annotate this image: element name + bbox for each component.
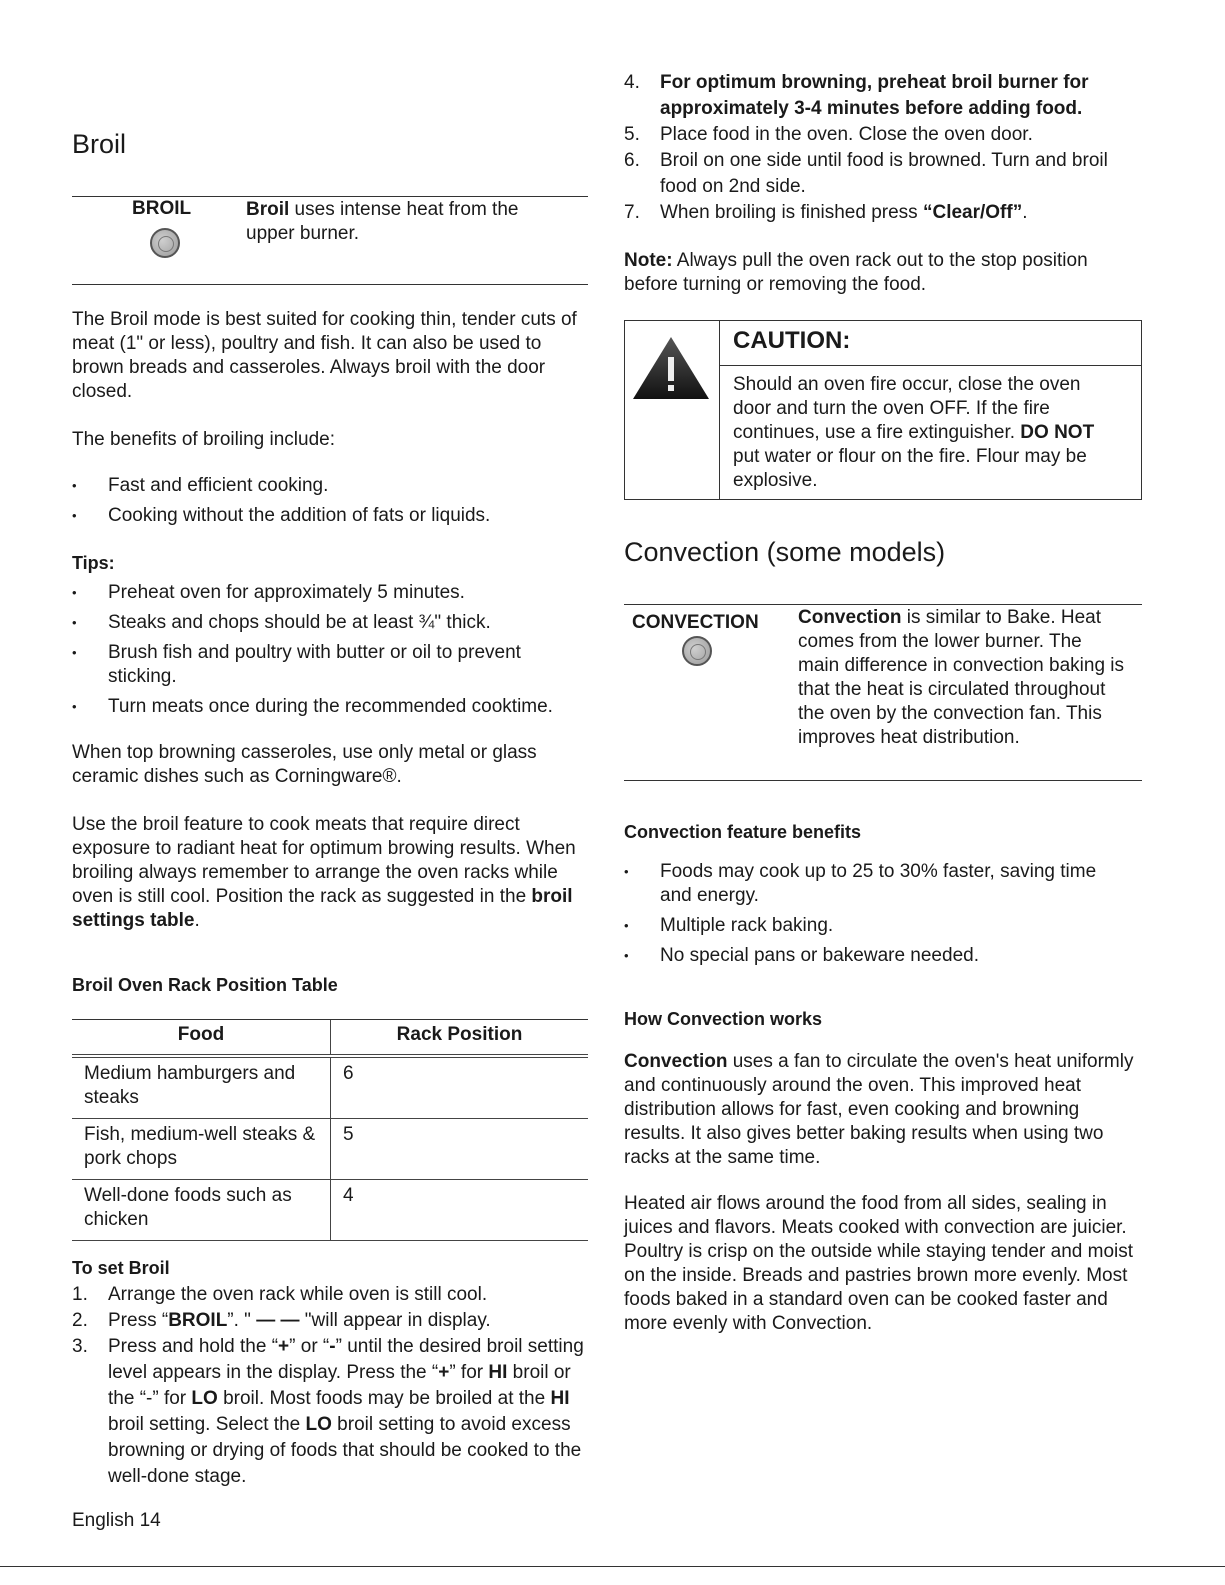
caution-text: Should an oven fire occur, close the oven door and turn the oven OFF. If the fire continues, use a fire extinguisher. DO NOT put water or flour on the fire. Flour may be explosive. bbox=[733, 374, 1095, 491]
list-item: • No special pans or bakeware needed. bbox=[624, 944, 1124, 968]
list-item: • Brush fish and poultry with butter or oil to prevent sticking. bbox=[72, 641, 578, 689]
set-broil-heading: To set Broil bbox=[72, 1258, 170, 1278]
list-item: • Preheat oven for approximately 5 minutes. bbox=[72, 581, 588, 605]
tips-list bbox=[72, 581, 588, 719]
benefits-lead: The benefits of broiling include: bbox=[72, 429, 335, 450]
page-footer: English 14 bbox=[72, 1510, 161, 1531]
divider bbox=[72, 284, 588, 285]
list-item: • Multiple rack baking. bbox=[624, 914, 1124, 938]
heated-air-paragraph: Heated air flows around the food from all sides, sealing in juices and flavors. Meats cooked with convection are juicier. Poultry is crisp on the outside while staying tender and moist on the inside. Breads and pastries brown more evenly. Most foods baked in a standard oven can be cooked faster and more evenly with Convection. bbox=[624, 1193, 1134, 1334]
convection-benefits-heading: Convection feature benefits bbox=[624, 822, 862, 842]
list-item: 3. Press and hold the “+” or “-” until the desired broil setting level appears in the display. Press the “+” for HI broil or the “-” for LO broil. Most foods may be broiled at the HI broil setting. Select the LO broil setting to avoid excess browning or drying of foods that should be cooked to the well-done stage. bbox=[72, 1336, 584, 1487]
table-row: Medium hamburgers and steaks 6 bbox=[72, 1056, 588, 1119]
table-row: Well-done foods such as chicken 4 bbox=[72, 1180, 588, 1241]
divider bbox=[719, 365, 1141, 366]
tips-heading: Tips: bbox=[72, 553, 115, 573]
list-item: 6. Broil on one side until food is browned. Turn and broil food on 2nd side. bbox=[624, 150, 1108, 197]
note-paragraph: Note: Always pull the oven rack out to the stop position before turning or removing the food. bbox=[624, 250, 1088, 295]
broil-title: Broil bbox=[72, 129, 127, 159]
broil-intro: The Broil mode is best suited for cooking thin, tender cuts of meat (1" or less), poultry and fish. It can also be used to brown breads and casseroles. Always broil with the door closed. bbox=[72, 309, 577, 402]
page-bottom-rule bbox=[0, 1566, 1225, 1567]
list-item: 2. Press “BROIL”. " — — "will appear in display. bbox=[72, 1310, 491, 1331]
list-item: • Cooking without the addition of fats or liquids. bbox=[72, 504, 588, 528]
list-item: 7. When broiling is finished press “Clear/Off”. bbox=[624, 202, 1028, 223]
list-item: • Turn meats once during the recommended cooktime. bbox=[72, 695, 588, 719]
divider bbox=[624, 604, 1142, 605]
list-item: 5. Place food in the oven. Close the oven door. bbox=[624, 124, 1033, 145]
broil-mode-label: BROIL bbox=[132, 198, 192, 219]
broil-benefits-list bbox=[72, 474, 588, 528]
set-broil-steps-continued bbox=[624, 70, 1140, 226]
table-header-food: Food bbox=[72, 1020, 331, 1056]
table-header-rack: Rack Position bbox=[331, 1020, 589, 1056]
list-item: • Steaks and chops should be at least ¾" thick. bbox=[72, 611, 588, 635]
table-row: Fish, medium-well steaks & pork chops 5 bbox=[72, 1119, 588, 1180]
caution-title: CAUTION: bbox=[733, 327, 851, 354]
broil-usage-paragraph: Use the broil feature to cook meats that require direct exposure to radiant heat for optimum browing results. When broiling always remember to arrange the oven racks while oven is still cool. Position the rack as suggested in the broil settings table. bbox=[72, 814, 576, 931]
convection-benefits-list bbox=[624, 860, 1124, 968]
rack-position-table bbox=[72, 1020, 588, 1241]
list-item: 1. Arrange the oven rack while oven is still cool. bbox=[72, 1284, 488, 1305]
casserole-note: When top browning casseroles, use only metal or glass ceramic dishes such as Corningware®. bbox=[72, 742, 537, 787]
broil-mode-description: Broil uses intense heat from the upper burner. bbox=[246, 199, 519, 244]
caution-box bbox=[624, 320, 1142, 500]
divider bbox=[624, 780, 1142, 781]
list-item: 4. For optimum browning, preheat broil burner for approximately 3-4 minutes before adding food. bbox=[624, 72, 1089, 119]
list-item: • Fast and efficient cooking. bbox=[72, 474, 588, 498]
rack-table-heading: Broil Oven Rack Position Table bbox=[72, 975, 338, 995]
how-convection-paragraph: Convection uses a fan to circulate the oven's heat uniformly and continuously around the oven. This improved heat distribution allows for fast, even cooking and browning results. It also gives better baking results when using two racks at the same time. bbox=[624, 1051, 1134, 1168]
set-broil-steps bbox=[72, 1282, 588, 1490]
convection-title: Convection (some models) bbox=[624, 537, 946, 567]
oven-knob-icon bbox=[150, 228, 180, 258]
oven-knob-icon bbox=[682, 636, 712, 666]
how-convection-heading: How Convection works bbox=[624, 1009, 823, 1029]
divider bbox=[72, 196, 588, 197]
convection-mode-description: Convection is similar to Bake. Heat comes from the lower burner. The main difference in convection baking is that the heat is circulated throughout the oven by the convection fan. This improves heat distribution. bbox=[798, 607, 1125, 748]
list-item: • Foods may cook up to 25 to 30% faster, saving time and energy. bbox=[624, 860, 1124, 908]
convection-mode-label: CONVECTION bbox=[632, 612, 759, 633]
divider bbox=[719, 321, 720, 499]
warning-triangle-icon bbox=[631, 335, 711, 401]
